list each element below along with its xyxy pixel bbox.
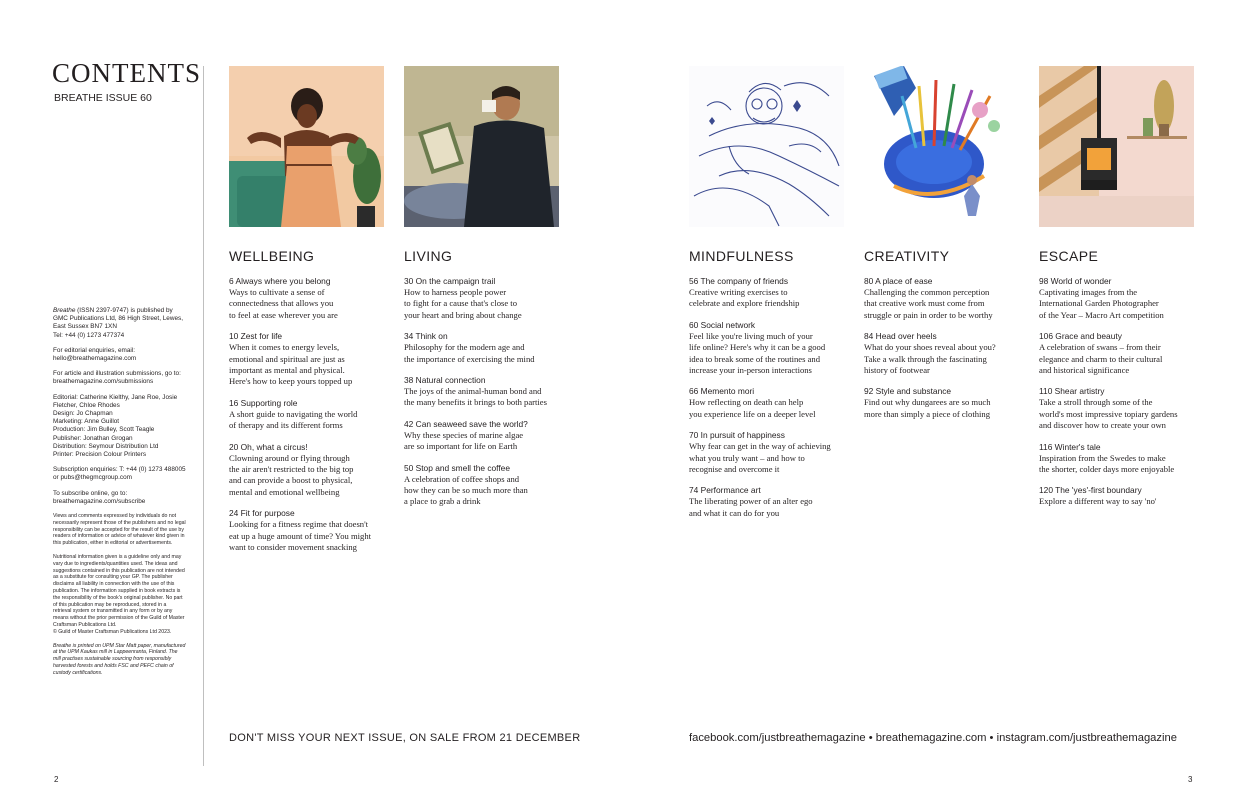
section-escape: [1039, 248, 1219, 518]
toc-entry[interactable]: 80 A place of ease Challenging the common perception that creative work must come from struggle or pain in order to be worthy: [864, 276, 993, 320]
section-living: [404, 248, 569, 518]
disclaimer: Views and comments expressed by individuals do not necessarily represent those of the publishers and no legal responsibility can be accepted for the result of the use by readers of information or advice of whatever kind given in this publication, either in editorial or advertisements.: [53, 513, 186, 547]
toc-entry[interactable]: 66 Memento mori How reflecting on death can help you experience life on a deeper level: [689, 386, 816, 419]
submissions-info: For article and illustration submissions, go to: breathemagazine.com/submissions: [53, 370, 181, 386]
toc-entry[interactable]: 30 On the campaign trail How to harness people power to fight for a cause that's close to your heart and bring about change: [404, 276, 522, 320]
section-wellbeing: [229, 248, 394, 564]
page-title: CONTENTS: [52, 58, 201, 88]
section-title: CREATIVITY: [864, 248, 950, 264]
toc-entry[interactable]: 60 Social network Feel like you're living much of your life online? Here's why it can be a good idea to break some of the routines and increase your in-person interactions: [689, 319, 826, 376]
sketch-friends-hugging-icon: [689, 66, 844, 227]
disclaimer-nutrition: Nutritional information given is a guideline only and may vary due to ingredients/quantities used. The ideas and suggestions contained in this publication are not intended as a substitute for consulting your GP. The publisher disclaims all liability in connection with the use of this publication. The information supplied in book extracts is the responsibility of the book's original publisher. No part of this publication may be reproduced, stored in a retrieval system or transmitted in any form or by any means without the prior permission of the Guild of Master Craftsman Publications Ltd. © Guild of Master Craftsman Publications Ltd 2023.: [53, 554, 185, 635]
toc-entry[interactable]: 116 Winter's tale Inspiration from the Swedes to make the shorter, colder days more enjoyable: [1039, 441, 1175, 475]
toc-entry[interactable]: 20 Oh, what a circus! Clowning around or flying through the air aren't restricted to the big top and can provide a boost to physical, mental and emotional wellbeing: [229, 441, 354, 497]
section-title: LIVING: [404, 248, 453, 264]
toc-entry[interactable]: 34 Think on Philosophy for the modern age and the importance of exercising the mind: [404, 331, 535, 364]
section-title: MINDFULNESS: [689, 248, 794, 264]
toc-entry[interactable]: 16 Supporting role A short guide to navigating the world of therapy and its different forms: [229, 397, 358, 431]
section-mindfulness: [689, 248, 854, 529]
illustration-woman-stretching-icon: [229, 66, 384, 227]
column-divider: [203, 66, 204, 766]
section-creativity: [864, 248, 1029, 430]
toc-entry[interactable]: 84 Head over heels What do your shoes reveal about you? Take a walk through the fascinating history of footwear: [864, 331, 996, 376]
next-issue-notice: DON'T MISS YOUR NEXT ISSUE, ON SALE FROM 21 DECEMBER: [229, 732, 581, 744]
toc-entry[interactable]: 42 Can seaweed save the world? Why these species of marine algae are so important for life on Earth: [404, 418, 528, 452]
toc-entry[interactable]: 10 Zest for life When it comes to energy levels, emotional and spiritual are just as important as mental and physical. Here's how to keep yours topped up: [229, 331, 353, 387]
section-title: WELLBEING: [229, 248, 315, 264]
subscribe-online: To subscribe online, go to: breathemagazine.com/subscribe: [53, 489, 146, 505]
toc-entry[interactable]: 120 The 'yes'-first boundary Explore a different way to say 'no': [1039, 485, 1157, 507]
subscription-enquiries: Subscription enquiries: T: +44 (0) 1273 488005 or pubs@thegmcgroup.com: [53, 466, 186, 482]
toc-entry[interactable]: 38 Natural connection The joys of the animal-human bond and the many benefits it brings to both parties: [404, 375, 547, 408]
editorial-enquiries: For editorial enquiries, email: hello@breathemagazine.com: [53, 346, 137, 363]
page-number-left: 2: [54, 775, 59, 784]
toc-entry[interactable]: 70 In pursuit of happiness Why fear can get in the way of achieving what you truly want – and how to recognise and overcome it: [689, 430, 831, 475]
section-title: ESCAPE: [1039, 248, 1099, 264]
page-number-right: 3: [1188, 775, 1193, 784]
colophon: [53, 307, 186, 684]
staff-list: Editorial: Catherine Kielthy, Jane Roe, Josie Fletcher, Chloe Rhodes Design: Jo Chapman Marketing: Anne Guillot Production: Jim Bulley, Scott Teagle Publisher: Jonathan Grogan Distribution: Seymour Distribution Ltd Printer: Precision Colour Printers: [53, 393, 178, 459]
toc-entry[interactable]: 92 Style and substance Find out why dungarees are so much more than simply a piece of clothing: [864, 386, 991, 419]
toc-entry[interactable]: 106 Grace and beauty A celebration of swans – from their elegance and charm to their cultural and historical significance: [1039, 331, 1163, 376]
toc-entry[interactable]: 56 The company of friends Creative writing exercises to celebrate and explore friendship: [689, 276, 800, 309]
toc-entry[interactable]: 6 Always where you belong Ways to cultivate a sense of connectedness that allows you to feel at ease wherever you are: [229, 276, 338, 320]
illustration-man-reading-book-icon: [404, 66, 559, 227]
toc-entry[interactable]: 110 Shear artistry Take a stroll through some of the world's most impressive topiary gardens and discover how to create your own: [1039, 386, 1178, 431]
toc-entry[interactable]: 50 Stop and smell the coffee A celebration of coffee shops and how they can be so much more than a place to grab a drink: [404, 462, 528, 507]
toc-entry[interactable]: 24 Fit for purpose Looking for a fitness regime that doesn't eat up a huge amount of time? You might want to consider movement snacking: [229, 508, 372, 553]
toc-entry[interactable]: 74 Performance art The liberating power of an alter ego and what it can do for you: [689, 485, 813, 518]
social-links[interactable]: facebook.com/justbreathemagazine • breathemagazine.com • instagram.com/justbreathemagazine: [689, 732, 1177, 744]
issue-label: BREATHE ISSUE 60: [54, 92, 152, 104]
paper-info: Breathe is printed on UPM Star Matt paper, manufactured at the UPM Kaukas mill in Lappeenranta, Finland. The mill practises sustainable sourcing from responsibly harvested forests and holds FSC and PEFC chain of custody certifications.: [53, 642, 186, 676]
toc-entry[interactable]: 98 World of wonder Captivating images from the International Garden Photographer of the Year – Macro Art competition: [1039, 276, 1164, 320]
publisher-info: Breathe (ISSN 2397-9747) is published by GMC Publications Ltd, 86 High Street, Lewes, East Sussex BN7 1XN Tel: +44 (0) 1273 477374: [53, 307, 184, 339]
illustration-art-supplies-icon: [864, 66, 1019, 227]
illustration-wood-stove-icon: [1039, 66, 1194, 227]
